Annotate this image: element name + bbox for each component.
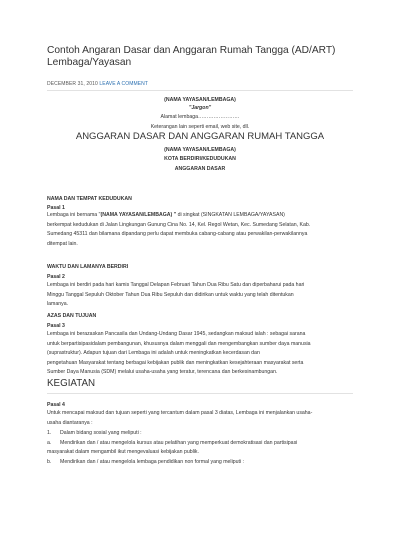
text-line: untuk berpartisipasidalam pembangunan, khususnya dalam menggali dan mengembangkan sumber daya manusia <box>47 340 311 347</box>
list-text: Mendirikan dan / atau mengelola lembaga pendidikan non formal yang meliputi : <box>60 458 244 465</box>
paragraph <box>47 330 353 378</box>
text-line: Sumber Daya Manusia (SDM) melalui usaha-usaha yang teratur, terencana dan berkesinambungan. <box>47 369 278 375</box>
text-line: Sumedang 45311 dan bilamana dipandang perlu dapat membuka cabang-cabang atau perwakilan-perwakilannya <box>47 231 308 237</box>
text: di singkat (SINGKATAN LEMBAGA/YAYASAN) <box>176 212 285 218</box>
pasal-label: Pasal 2 <box>47 274 65 280</box>
text-line: Minggu Tanggal Sepuluh Oktober Tahun Dua Ribu Sepuluh dan didirikan untuk waktu yang telah ditentukan <box>47 291 294 298</box>
list-text: Dalam bidang sosial yang meliputi : <box>60 430 142 436</box>
org-name-2: (NAMA YAYASAN/LEMBAGA) <box>164 147 236 153</box>
org-name: (NAMA YAYASAN/LEMBAGA) <box>164 97 236 103</box>
other-info: Keterangan lain seperti email, web site, dll. <box>150 124 250 130</box>
pasal-label: Pasal 4 <box>47 402 65 408</box>
divider <box>47 393 353 394</box>
leave-comment-link[interactable]: LEAVE A COMMENT <box>99 81 149 87</box>
text: Lembaga ini bernama " <box>47 212 101 218</box>
section-heading: WAKTU DAN LAMANYA BERDIRI <box>47 264 129 270</box>
text-line: usaha diantaranya : <box>47 419 93 426</box>
list-item <box>47 448 353 458</box>
post-meta <box>47 81 148 87</box>
text-line: lamanya. <box>47 301 69 307</box>
address: Alamat lembaga…………………… <box>160 114 240 120</box>
list-item <box>47 429 353 439</box>
text-line: Lembaga ini berdiri pada hari kamis Tanggal Delapan Februari Tahun Dua Ribu Satu dan diperbaharui pada hari <box>47 282 305 288</box>
list <box>47 429 353 467</box>
pasal-label: Pasal 3 <box>47 323 65 329</box>
list-number: 1. <box>47 430 52 436</box>
list-item <box>47 458 353 468</box>
text-line: (suprastruktur). Adapun tujuan dari Lembaga ini adalah untuk meningkatkan kecerdasan dan <box>47 350 260 356</box>
jargon: "Jargon" <box>188 105 212 111</box>
text-line: Untuk mencapai maksud dan tujuan seperti yang tercantum dalam pasal 3 diatas, Lembaga ini menjalankan usaha- <box>47 410 313 416</box>
anggaran-dasar-heading: ANGGARAN DASAR <box>174 166 226 172</box>
list-number: b. <box>47 458 52 465</box>
list-number: a. <box>47 439 52 446</box>
pasal-label: Pasal 1 <box>47 205 65 211</box>
section-heading: AZAS DAN TUJUAN <box>47 313 97 319</box>
paragraph <box>47 409 353 428</box>
list-text: masyarakat dalam mengambil ikut mengevaluasi kebijakan publik. <box>47 449 199 455</box>
paragraph <box>47 281 353 310</box>
kegiatan-heading: KEGIATAN <box>47 378 96 389</box>
section-heading: NAMA DAN TEMPAT KEDUDUKAN <box>47 196 132 202</box>
text-bold: (NAMA YAYASAN/LEMBAGA) " <box>100 212 177 218</box>
post-title: Contoh Angaran Dasar dan Anggaran Rumah Tangga (AD/ART) Lembaga/Yayasan <box>47 45 336 68</box>
text-line: Lembaga ini berazaskan Pancasila dan Undang-Undang Dasar 1945, sedangkan maksud ialah : sebagai sarana <box>47 331 306 337</box>
kota-berdiri: KOTA BERDIRI/KEDUDUKAN <box>164 156 236 162</box>
divider <box>47 90 353 91</box>
paragraph <box>47 211 353 249</box>
text-line: berkempat kedudukan di Jalan Lingkungan Gunung Cina No. 14, Kel. Regol Wetan, Kec. Sumedang Selatan, Kab. <box>47 221 311 228</box>
post-date: DECEMBER 31, 2010 <box>47 81 98 87</box>
list-item <box>47 439 353 449</box>
list-text: Mendirikan dan / atau mengelola kursus atau pelatihan yang memperkuat demokratisasi dan partisipasi <box>60 439 298 446</box>
main-title: ANGGARAN DASAR DAN ANGGARAN RUMAH TANGGA <box>75 131 325 142</box>
text-line: ditempat lain. <box>47 240 78 247</box>
text-line: pengetahuan Masyarakat tentang berbagai kebijakan publik dan meningkatkan kesejahteraan masyarakat serta <box>47 359 304 366</box>
